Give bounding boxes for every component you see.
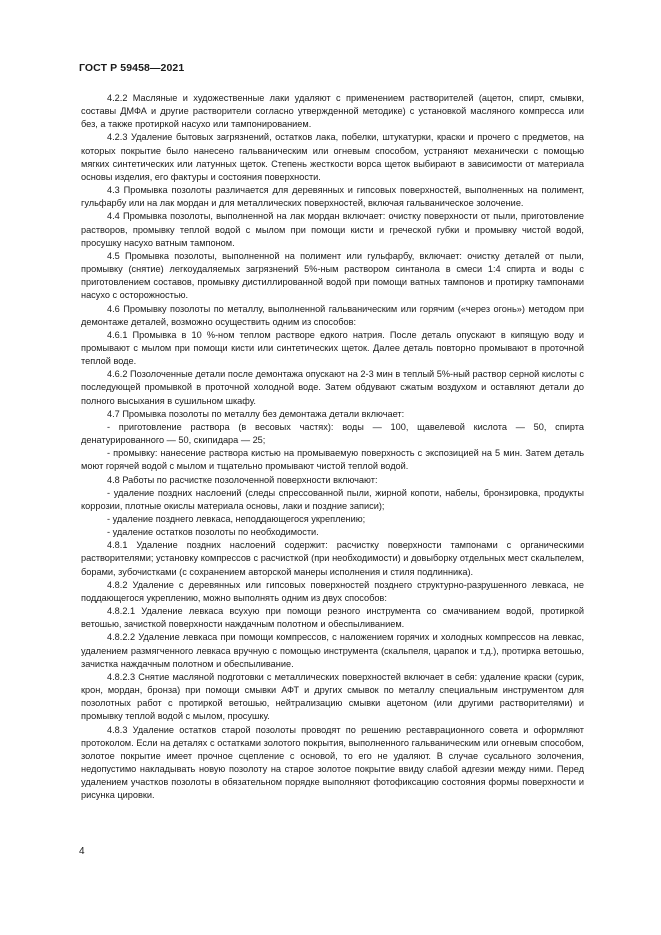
page-number: 4: [79, 846, 85, 857]
paragraph-4-8-3: 4.8.3 Удаление остатков старой позолоты проводят по решению реставрационного совета и оформляют протоколом. Если на деталях с остатками золотого покрытия, выполненного гальваническим или огневым способом, золотое покрытие имеет прочное сцепление с основой, то его не удаляют. В случае сусального золочения, недопустимо накладывать новую позолоту на старое золотое покрытие ввиду слабой адгезии между ними. Перед удалением участков позолоты в обязательном порядке выполняют фотофиксацию состояния формы поверхности и рисунка цировки.: [81, 724, 584, 801]
list-item-solution-prep: - приготовление раствора (в весовых частях): воды — 100, щавелевой кислота — 50, спирта денатурированного — 50, скипидара — 25;: [81, 421, 584, 446]
list-item-late-layers: - удаление поздних наслоений (следы спрессованной пыли, жирной копоти, набелы, бронзировка, продукты коррозии, плотные окислы материала основы, лаки и поздние записи);: [81, 487, 584, 511]
paragraph-4-8-2-3: 4.8.2.3 Снятие масляной подготовки с металлических поверхностей включает в себя: удаление краски (сурик, крон, мордан, бронза) при помощи смывки АФТ и других смывок по металлу специальным инструментом для позолотных работ с протиркой ветошью, нейтрализацию смывки ацетоном (или другими растворителями) и промывку теплой водой с мылом, просушку.: [81, 671, 584, 722]
paragraph-4-8-2-1: 4.8.2.1 Удаление левкаса всухую при помощи резного инструмента со смачиванием водой, протиркой ветошью, зачисткой поверхности наждачным полотном и обеспыливанием.: [81, 606, 584, 630]
paragraph-4-4: 4.4 Промывка позолоты, выполненной на лак мордан включает: очистку поверхности от пыли, приготовление растворов, промывку теплой водой с мылом при помощи кисти и греческой губки и промывку чистой водой, просушку насухо ватным тампоном.: [81, 211, 584, 248]
paragraph-4-7: 4.7 Промывка позолоты по металлу без демонтажа детали включает:: [107, 408, 405, 419]
paragraph-4-6: 4.6 Промывку позолоты по металлу, выполненной гальваническим или горячим («через огонь») методом при демонтаже деталей, возможно осуществить одним из способов:: [81, 303, 584, 327]
paragraph-4-2-2: 4.2.2 Масляные и художественные лаки удаляют с применением растворителей (ацетон, спирт, смывки, составы ДМФА и другие растворители согласно утвержденной методике) с установкой масляного компресса или без, а также протиркой насухо или тампонированием.: [81, 93, 584, 130]
list-item-gilding-remains: - удаление остатков позолоты по необходимости.: [107, 527, 319, 538]
paragraph-4-2-3: 4.2.3 Удаление бытовых загрязнений, остатков лака, побелки, штукатурки, краски и прочего с предметов, на которых покрытие было нанесено гальваническим или огневым способом, устраняют механически с помощью мягких синтетических или латунных щеток. Степень жесткости ворса щеток выбирают в зависимости от материала основы изделия, его фактуры и состояния поверхности.: [81, 132, 584, 182]
paragraph-4-3: 4.3 Промывка позолоты различается для деревянных и гипсовых поверхностей, выполненных на полимент, гульфарбу или на лак мордан и для металлических поверхностей, включая гальваническое золочение.: [81, 185, 584, 209]
document-standard-header: ГОСТ Р 59458—2021: [79, 62, 185, 74]
paragraph-4-8-2: 4.8.2 Удаление с деревянных или гипсовых поверхностей позднего структурно-разрушенного левкаса, не поддающегося укреплению, можно выполнять одним из двух способов:: [81, 579, 584, 603]
paragraph-4-6-2: 4.6.2 Позолоченные детали после демонтажа опускают на 2-3 мин в теплый 5%-ный раствор серной кислоты с последующей промывкой в проточной холодной воде. Затем обдувают сжатым воздухом и оставляют детали до полного высыхания в сушильном шкафу.: [81, 369, 584, 406]
paragraph-4-8-1: 4.8.1 Удаление поздних наслоений содержит: расчистку поверхности тампонами с органическими растворителями; установку компрессов с расчисткой (при необходимости) и довыборку отдельных мест скальпелем, борами, зубочистками (с сохранением авторской манеры исполнения и стиля подлинника).: [81, 540, 584, 577]
document-body: [81, 92, 584, 802]
paragraph-4-8-2-2: 4.8.2.2 Удаление левкаса при помощи компрессов, с наложением горячих и холодных компрессов на левкас, удалением размягченного левкаса вручную с помощью инструмента (скальпеля, царапок и т.д.), протирка ветошью, зачистка наждачным полотном и обеспыливание.: [81, 632, 584, 669]
list-item-washing: - промывку: нанесение раствора кистью на промываемую поверхность с экспозицией на 5 мин. Затем деталь моют горячей водой с мылом и тщательно промывают чистой теплой водой.: [81, 448, 584, 472]
list-item-late-levkas: - удаление позднего левкаса, неподдающегося укреплению;: [107, 514, 366, 524]
paragraph-4-5: 4.5 Промывка позолоты, выполненной на полимент или гульфарбу, включает: очистку деталей от пыли, промывку (снятие) легкоудаляемых загрязнений 5%-ным раствором синтанола в смеси 1:4 спирта и воды с приготовлением составов, промывку дистиллированной водой при помощи ватных тампонов и протирку тампонами насухо с осторожностью.: [81, 250, 584, 301]
paragraph-4-6-1: 4.6.1 Промывка в 10 %-ном теплом растворе едкого натрия. После деталь опускают в кипящую воду и промывают с мылом при помощи кисти или синтетических щеток. Далее деталь повторно промывают в проточной теплой воде.: [81, 329, 584, 367]
paragraph-4-8: 4.8 Работы по расчистке позолоченной поверхности включают:: [107, 474, 378, 485]
